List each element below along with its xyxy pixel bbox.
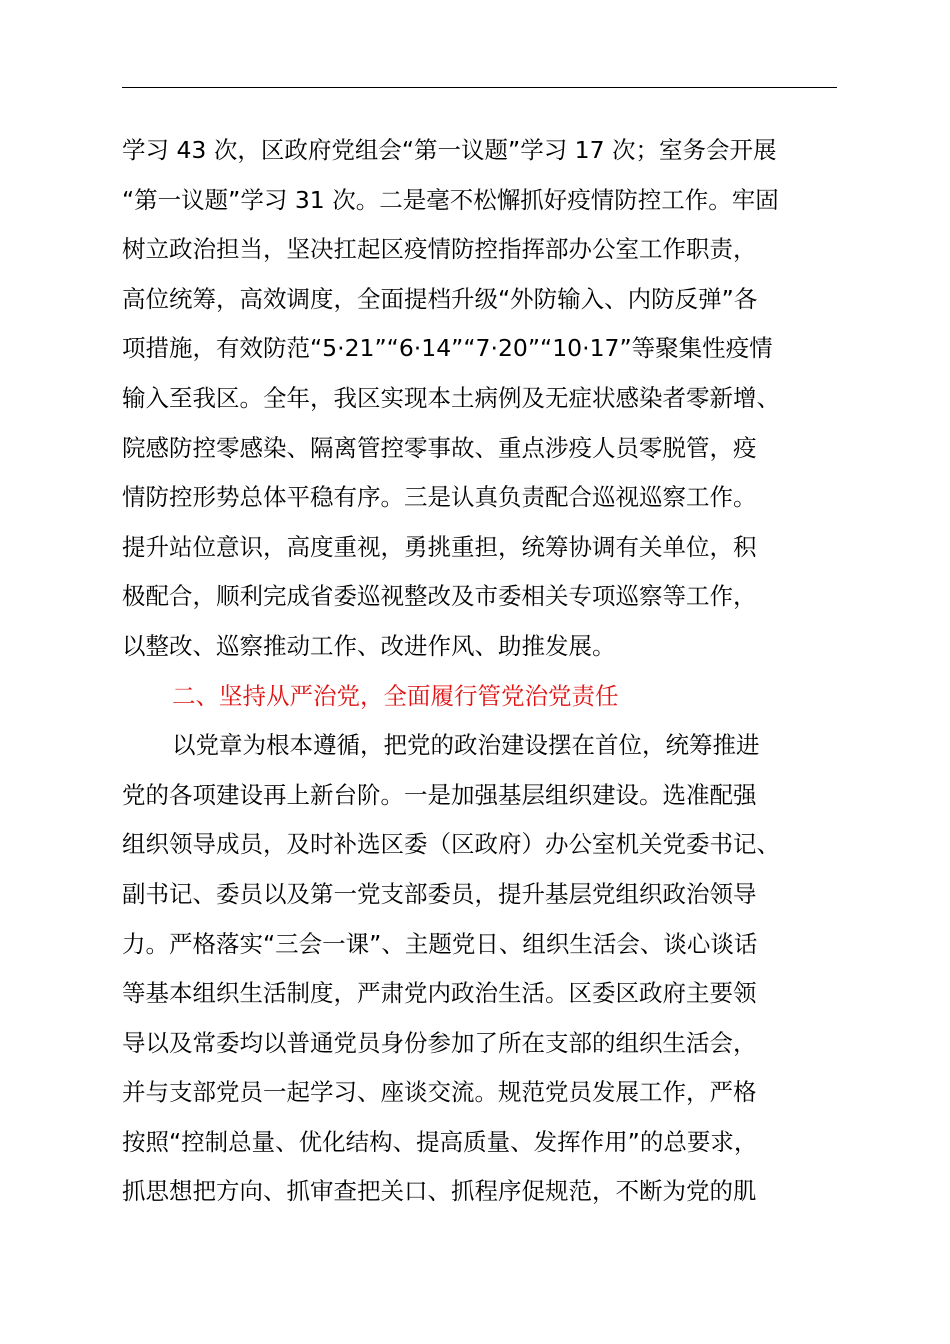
- text-line: 项措施，有效防范“5·21”“6·14”“7·20”“10·17”等聚集性疫情: [122, 334, 773, 363]
- text-line: 导以及常委均以普通党员身份参加了所在支部的组织生活会，: [122, 1028, 757, 1057]
- text-line: 学习 43 次，区政府党组会“第一议题”学习 17 次；室务会开展: [122, 136, 777, 164]
- text-line: 组织领导成员，及时补选区委（区政府）办公室机关党委书记、: [122, 830, 780, 859]
- text-line: 树立政治担当，坚决扛起区疫情防控指挥部办公室工作职责，: [122, 235, 757, 264]
- header-divider: [122, 87, 837, 88]
- text-line: 力。严格落实“三会一课”、主题党日、组织生活会、谈心谈话: [122, 929, 758, 958]
- text-line: “第一议题”学习 31 次。二是毫不松懈抓好疫情防控工作。牢固: [122, 185, 779, 214]
- text-line: 输入至我区。全年，我区实现本土病例及无症状感染者零新增、: [122, 383, 780, 412]
- text-line: 院感防控零感染、隔离管控零事故、重点涉疫人员零脱管，疫: [122, 433, 757, 462]
- text-line: 以党章为根本遵循，把党的政治建设摆在首位，统筹推进: [172, 731, 760, 760]
- text-line: 抓思想把方向、抓审查把关口、抓程序促规范，不断为党的肌: [122, 1177, 757, 1206]
- text-line: 高位统筹，高效调度，全面提档升级“外防输入、内防反弹”各: [122, 284, 758, 313]
- text-line: 以整改、巡察推动工作、改进作风、助推发展。: [122, 631, 616, 660]
- text-line: 副书记、委员以及第一党支部委员，提升基层党组织政治领导: [122, 879, 757, 908]
- body-text: [122, 126, 837, 1217]
- text-line: 按照“控制总量、优化结构、提高质量、发挥作用”的总要求，: [122, 1127, 758, 1156]
- text-line: 并与支部党员一起学习、座谈交流。规范党员发展工作，严格: [122, 1078, 757, 1107]
- text-line: 等基本组织生活制度，严肃党内政治生活。区委区政府主要领: [122, 979, 757, 1008]
- text-line: 情防控形势总体平稳有序。三是认真负责配合巡视巡察工作。: [122, 483, 757, 512]
- section-heading: 二、坚持从严治党，全面履行管党治党责任: [172, 681, 619, 710]
- text-line: 提升站位意识，高度重视，勇挑重担，统筹协调有关单位，积: [122, 532, 757, 561]
- text-line: 极配合，顺利完成省委巡视整改及市委相关专项巡察等工作，: [122, 582, 757, 611]
- text-line: 党的各项建设再上新台阶。一是加强基层组织建设。选准配强: [122, 780, 757, 809]
